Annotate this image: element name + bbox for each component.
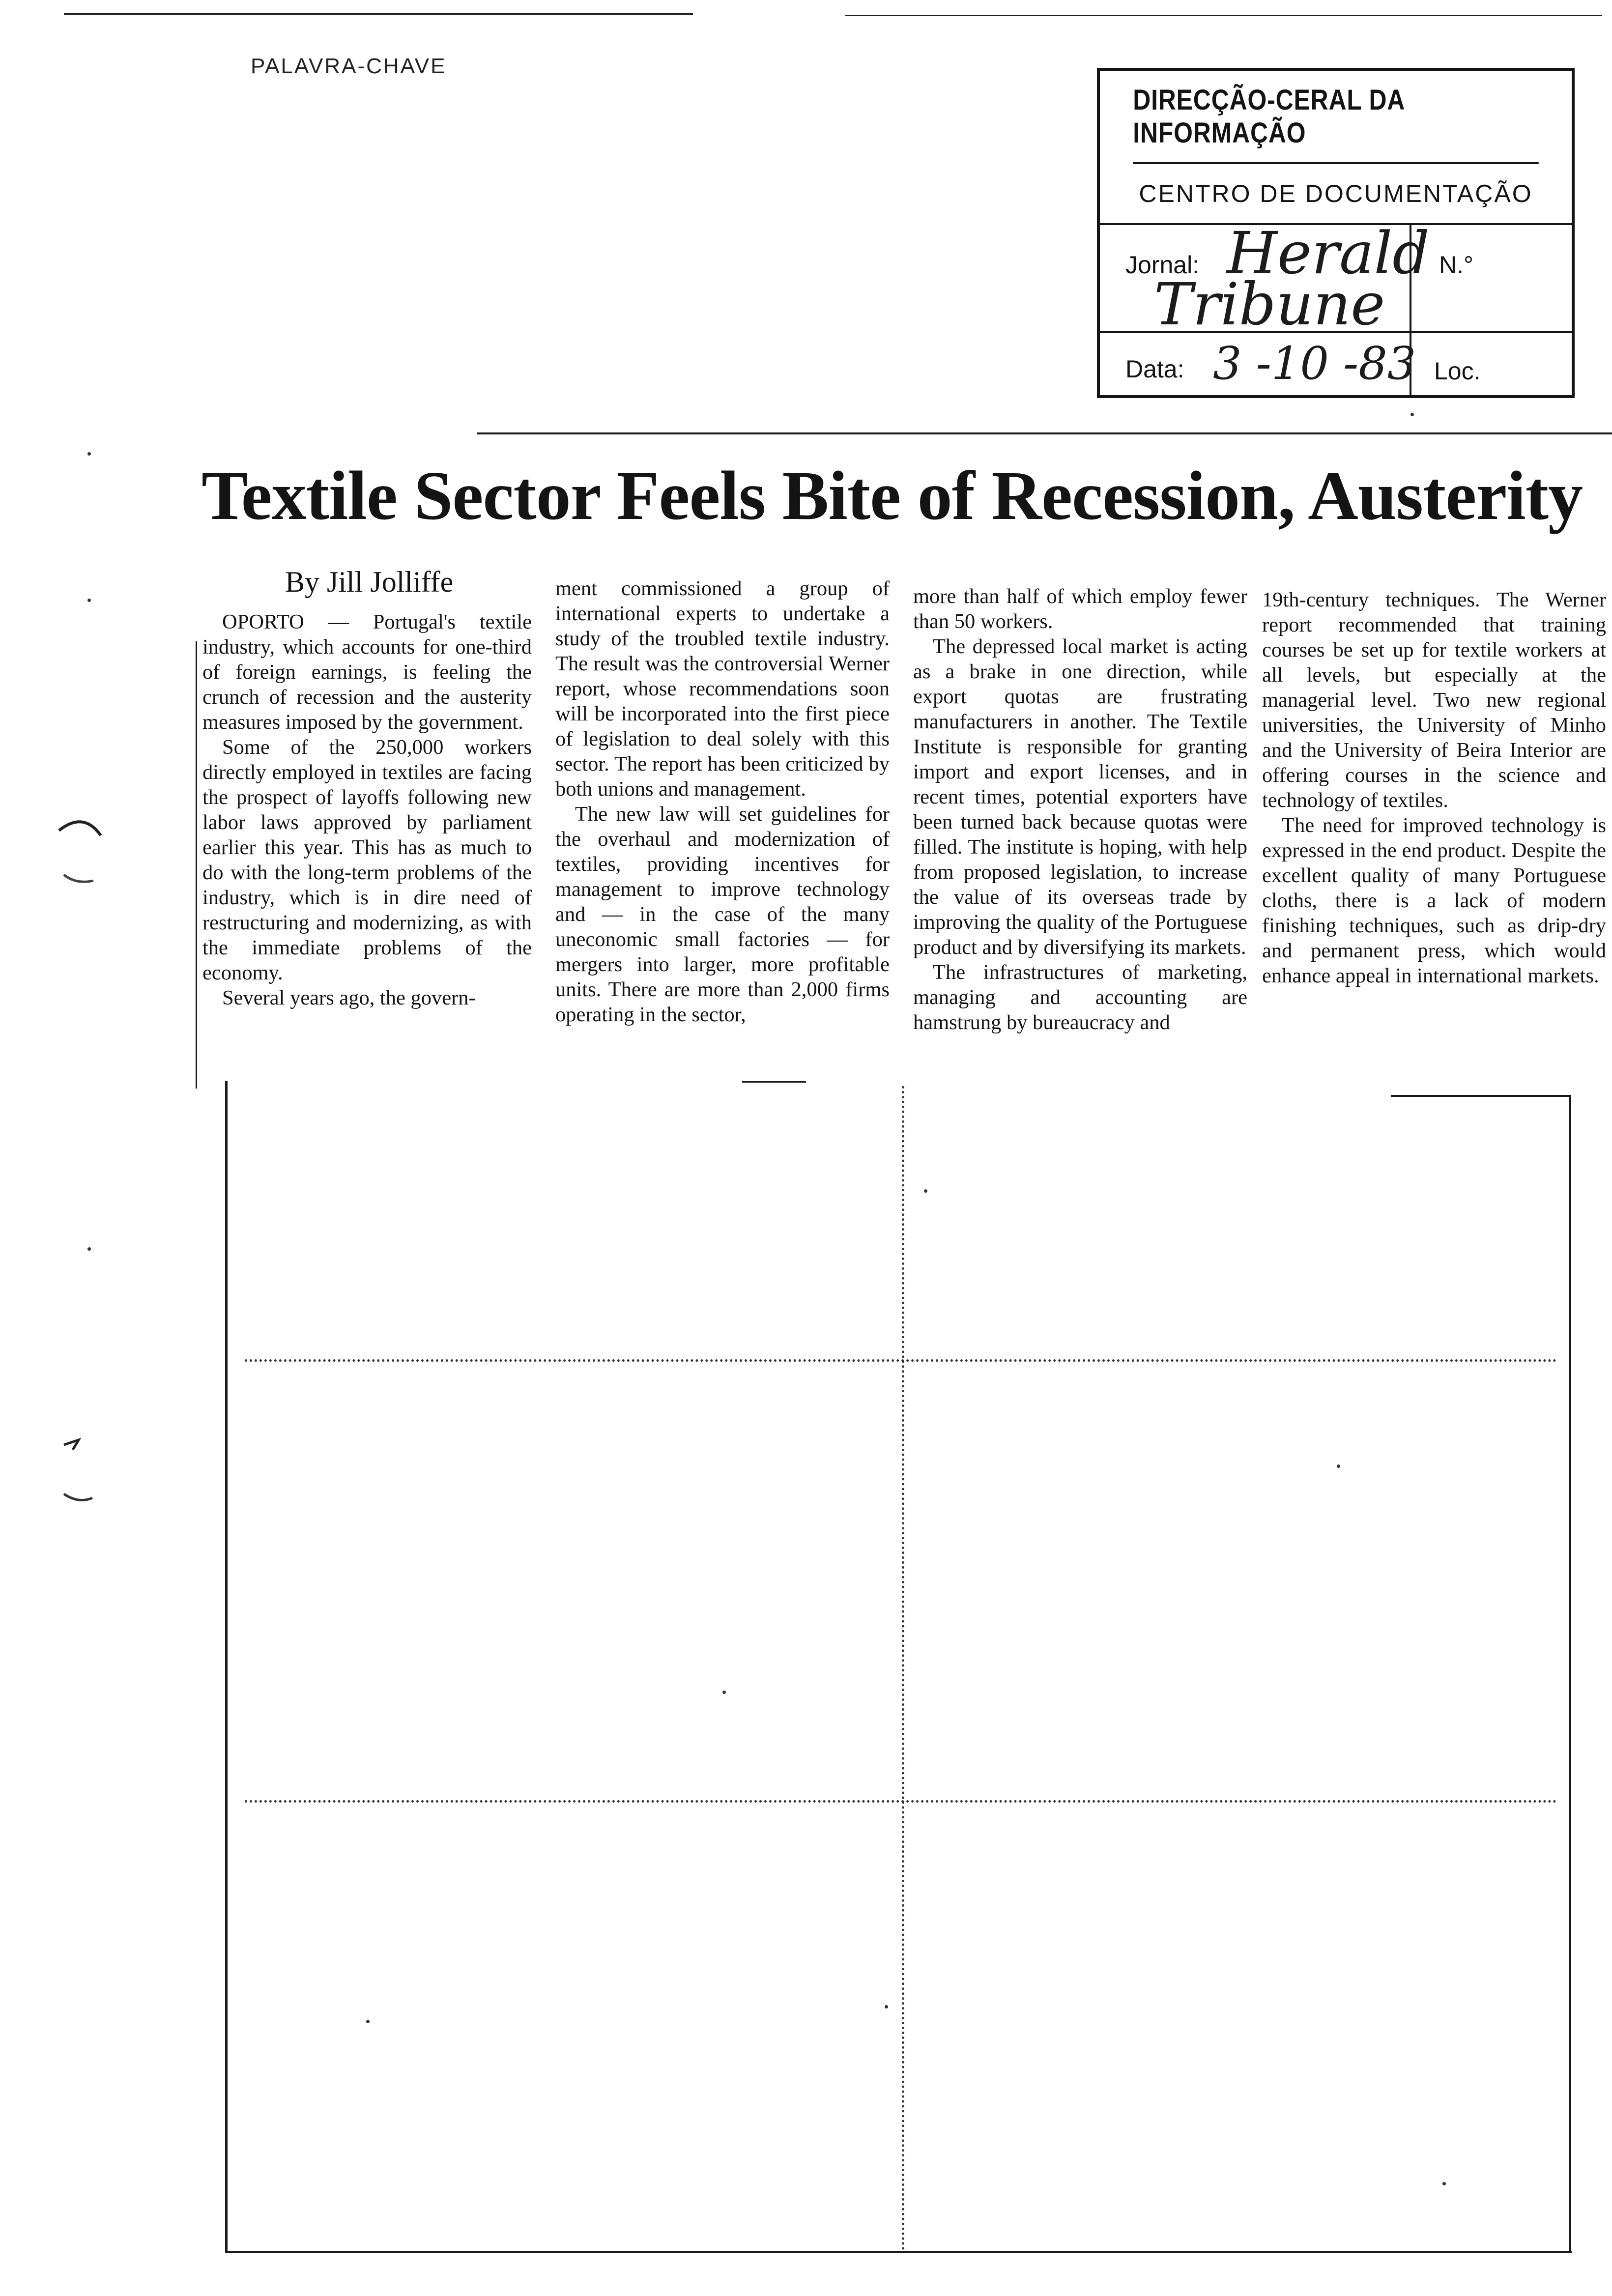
paragraph: The new law will set guidelines for the overhaul and modernization of textiles, providing incentives for management to improve technology and — in the case of the many uneconomic small factories — for mergers into larger, more profitable units. There are more than 2,000 firms operating in the sector, bbox=[555, 803, 890, 1026]
paragraph: ment commissioned a group of international experts to undertake a study of the troubled textile industry. The result was the controversial Werner report, whose recommendations soon will be incorporated into the first piece of legislation to deal solely with this sector. The report has been criticized by both unions and management. bbox=[555, 577, 890, 801]
loc-label: Loc. bbox=[1434, 357, 1481, 385]
frame-bottom bbox=[225, 2251, 1572, 2253]
jornal-label: Jornal: bbox=[1125, 251, 1200, 279]
frame-left bbox=[225, 1081, 228, 2253]
jornal-handwritten-line2: Tribune bbox=[1154, 270, 1385, 338]
stamp-centre: CENTRO DE DOCUMENTAÇÃO bbox=[1100, 164, 1572, 225]
speck bbox=[366, 2020, 370, 2023]
paragraph: OPORTO — Portugal's textile industry, which accounts for one-third of foreign earnings, is feeling the crunch of recession and the austerity measures imposed by the government. bbox=[202, 610, 532, 734]
headline: Textile Sector Feels Bite of Recession, Austerity bbox=[202, 457, 1583, 534]
clip-short-rule bbox=[742, 1081, 806, 1083]
speck bbox=[885, 2005, 888, 2009]
speck bbox=[722, 1691, 726, 1694]
frame-row-divider bbox=[245, 1800, 1557, 1803]
article-column-4 bbox=[1262, 587, 1606, 988]
clip-margin-line bbox=[196, 641, 197, 1089]
paragraph: more than half of which employ fewer than 50 workers. bbox=[913, 585, 1247, 633]
number-label: N.° bbox=[1439, 251, 1473, 279]
paragraph: The depressed local market is acting as a brake in one direction, while export quotas are frustrating manufacturers in another. The Textile Institute is responsible for granting import and export licenses, and in recent times, potential exporters have been turned back because quotas were filled. The institute is hoping, with help from proposed legislation, to increase the value of its overseas trade by improving the quality of the Portuguese product and by diversifying its markets. bbox=[913, 635, 1247, 959]
hole-punch-mark bbox=[54, 816, 108, 890]
paragraph: The infrastructures of marketing, managing and accounting are hamstrung by bureaucracy and bbox=[913, 961, 1247, 1034]
frame-right bbox=[1569, 1096, 1571, 2253]
speck bbox=[1337, 1464, 1340, 1468]
stamp-title: DIRECÇÃO-CERAL DA INFORMAÇÃO bbox=[1133, 71, 1539, 164]
speck bbox=[87, 452, 91, 456]
paragraph: The need for improved technology is expressed in the end product. Despite the excellent quality of many Portuguese cloths, there is a lack of modern finishing techniques, such as drip-dry and permanent press, which would enhance appeal in international markets. bbox=[1262, 814, 1606, 987]
article-column-3 bbox=[913, 584, 1247, 1035]
speck bbox=[87, 1247, 91, 1251]
frame-centre-divider bbox=[902, 1086, 904, 2251]
data-label: Data: bbox=[1125, 355, 1184, 383]
top-rule-right bbox=[845, 15, 1602, 16]
keyword-label: PALAVRA-CHAVE bbox=[251, 54, 447, 78]
documentation-stamp bbox=[1097, 68, 1575, 398]
article-column-2 bbox=[555, 576, 890, 1027]
jornal-handwritten-line1: Herald bbox=[1227, 219, 1430, 287]
byline: By Jill Jolliffe bbox=[285, 566, 454, 598]
speck bbox=[87, 599, 91, 602]
stamp-data-row bbox=[1100, 333, 1572, 398]
stamp-jornal-row bbox=[1100, 219, 1572, 338]
paragraph: Some of the 250,000 workers directly employed in textiles are facing the prospect of layoffs following new labor laws approved by parliament earlier this year. This has as much to do with the long-term problems of the industry, which is in dire need of restructuring and modernizing, as with the immediate problems of the economy. bbox=[202, 736, 532, 984]
speck bbox=[1410, 413, 1414, 416]
paragraph: Several years ago, the govern- bbox=[222, 986, 476, 1009]
paragraph: 19th-century techniques. The Werner report recommended that training courses be set up for textile workers at all levels, but especially at the managerial level. Two new regional universities, the University of Minho and the University of Beira Interior are offering courses in the science and technology of textiles. bbox=[1262, 588, 1606, 812]
headline-rule bbox=[477, 432, 1612, 434]
top-rule-left bbox=[64, 13, 693, 15]
frame-top-right bbox=[1391, 1095, 1571, 1097]
speck bbox=[924, 1189, 927, 1193]
article-column-1 bbox=[202, 609, 532, 1010]
hole-punch-mark bbox=[59, 1435, 103, 1514]
speck bbox=[1442, 2182, 1446, 2185]
frame-row-divider bbox=[245, 1359, 1557, 1362]
data-handwritten: 3 -10 -83 bbox=[1213, 337, 1416, 390]
